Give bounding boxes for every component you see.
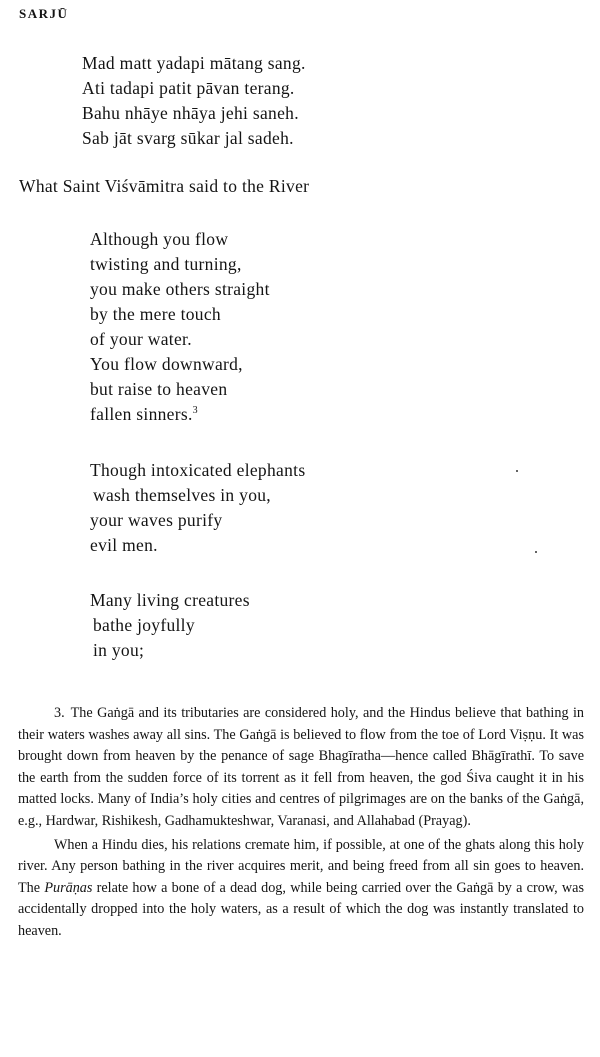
stanza-line: your waves purify bbox=[90, 510, 223, 530]
section-heading: What Saint Viśvāmitra said to the River bbox=[19, 176, 310, 196]
verse-line: Bahu nhāye nhāya jehi saneh. bbox=[82, 103, 299, 123]
stanza-line-text: fallen sinners. bbox=[90, 404, 193, 424]
print-speck bbox=[535, 551, 537, 553]
footnote-paragraph bbox=[18, 835, 584, 943]
stanza-one bbox=[90, 227, 270, 427]
footnote-number: 3. bbox=[54, 705, 65, 721]
stanza-two bbox=[90, 458, 305, 558]
stanza-line: You flow downward, bbox=[90, 354, 243, 374]
stanza-three bbox=[90, 588, 250, 663]
stanza-line: Although you flow bbox=[90, 229, 229, 249]
stanza-line: you make others straight bbox=[90, 279, 270, 299]
footnote-text: relate how a bone of a dead dog, while being carried over the Gaṅgā by a crow, was accidentally dropped into the holy waters, as a result of which the dog was instantly translated to heaven. bbox=[18, 879, 584, 939]
stanza-line bbox=[90, 402, 270, 427]
footnote-text: When a Hindu dies, his relations cremate him, if possible, at one of the ghats along this holy river. Any person bathing in the river acquires merit, and being freed from all sin goes to heaven. The bbox=[18, 836, 584, 896]
stanza-line: but raise to heaven bbox=[90, 379, 228, 399]
verse-line: Sab jāt svarg sūkar jal sadeh. bbox=[82, 128, 294, 148]
verse-line: Mad matt yadapi mātang sang. bbox=[82, 53, 306, 73]
footnote-section bbox=[18, 703, 584, 945]
stanza-line: Though intoxicated elephants bbox=[90, 460, 306, 480]
stanza-line: twisting and turning, bbox=[90, 254, 242, 274]
stanza-line: wash themselves in you, bbox=[93, 485, 271, 505]
footnote-text: The Gaṅgā and its tributaries are considered holy, and the Hindus believe that bathing in their waters washes away all sins. The Gaṅgā is believed to flow from the toe of Lord Viṣṇu. It was brought down from heaven by the penance of sage Bhagīratha—hence called Bhāgīrathī. To save the earth from the sudden force of its torrent as it fell from heaven, the god Śiva caught it in his matted locks. Many of India’s holy cities and centres of pilgrimages are on the banks of the Gaṅgā, e.g., Hardwar, Rishikesh, Gadhamukteshwar, Varanasi, and Allahabad (Prayag). bbox=[18, 705, 584, 829]
verse-line: Ati tadapi patit pāvan terang. bbox=[82, 78, 295, 98]
footnote-reference[interactable]: 3 bbox=[192, 405, 198, 417]
transliterated-verse bbox=[82, 51, 306, 151]
print-speck bbox=[516, 470, 518, 472]
stanza-line: by the mere touch bbox=[90, 304, 221, 324]
stanza-line: of your water. bbox=[90, 329, 192, 349]
stanza-line: Many living creatures bbox=[90, 590, 250, 610]
stanza-line: bathe joyfully bbox=[93, 615, 195, 635]
footnote-italic-term: Purāṇas bbox=[44, 879, 93, 896]
footnote-paragraph bbox=[18, 703, 584, 833]
stanza-line: in you; bbox=[93, 640, 145, 660]
stanza-line: evil men. bbox=[90, 535, 158, 555]
running-head: SARJŪ bbox=[19, 6, 69, 21]
